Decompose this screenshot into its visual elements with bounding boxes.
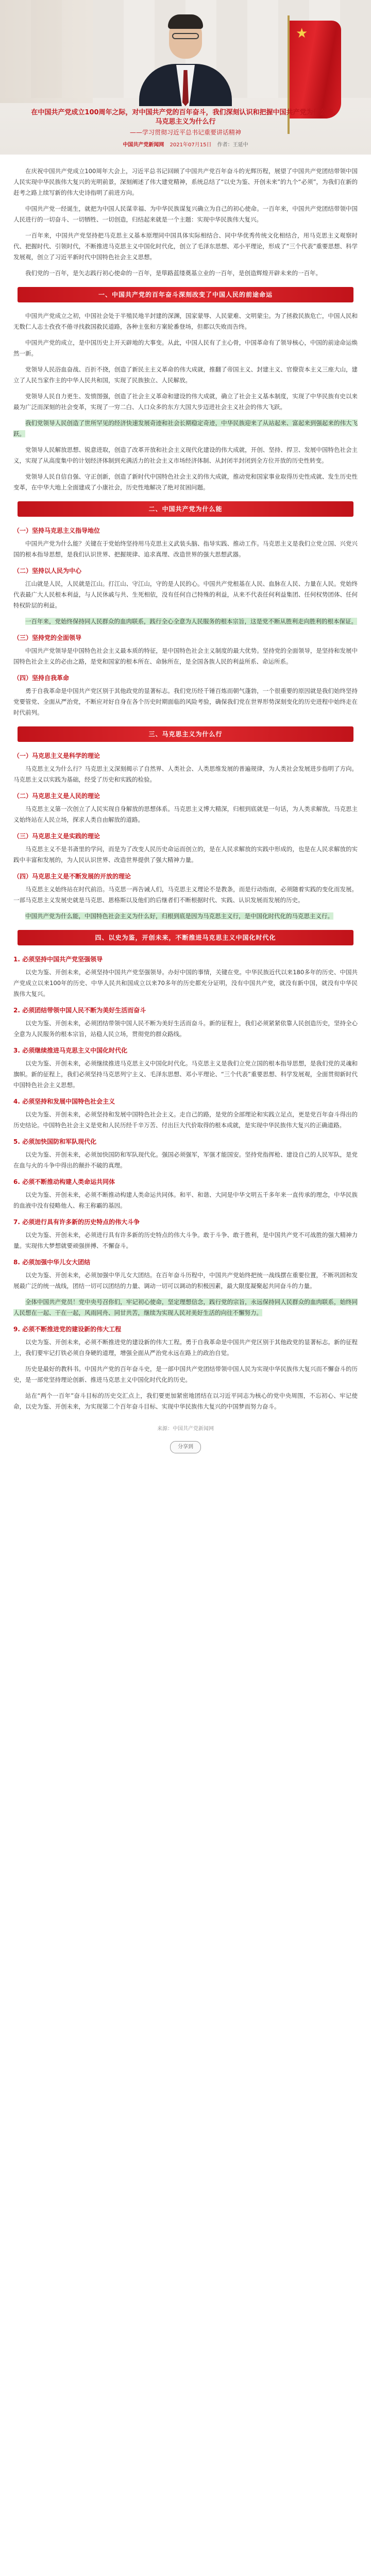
section4-paragraph: 以史为鉴、开创未来，必须团结带领中国人民不断为美好生活而奋斗。新的征程上，我们必须紧紧依靠人民创造历史，坚持全心全意为人民服务的根本宗旨，站稳人民立场，贯彻党的群众路线。 — [13, 1020, 358, 1038]
section3-paragraph: 马克思主义不是书斋里的学问，而是为了改变人民历史命运而创立的，是在人民求解放的实践中形成的，也是在人民求解放的实践中丰富和发展的，为人民认识世界、改造世界提供了强大精神力量。 — [13, 845, 358, 863]
section4-highlight — [13, 1297, 358, 1318]
article-body — [0, 155, 371, 1453]
section-banner: 一、中国共产党的百年奋斗深刻改变了中国人民的前途命运 — [18, 287, 353, 302]
subsection-heading: 1. 必须坚持中国共产党坚强领导 — [13, 956, 103, 963]
section1-paragraph: 党领导人民浴血奋战、百折不挠，创造了新民主主义革命的伟大成就，推翻了帝国主义、封建主义、官僚资本主义三座大山，建立了人民当家作主的中华人民共和国，实现了民族独立、人民解放。 — [13, 366, 358, 384]
highlighted-text: 一百年来，党始终保持同人民群众的血肉联系，践行全心全意为人民服务的根本宗旨，这是党不断从胜利走向胜利的根本保证。 — [25, 618, 357, 625]
section-banner: 四、以史为鉴，开创未来，不断推进马克思主义中国化时代化 — [18, 930, 353, 945]
section1-paragraph: 中国共产党的成立，是中国历史上开天辟地的大事变。从此，中国人民有了主心骨，中国革命有了领导核心，中国的前途命运焕然一新。 — [13, 339, 358, 357]
portrait-glasses — [172, 33, 199, 39]
subsection-heading: （二）坚持以人民为中心 — [13, 567, 82, 574]
subsection-heading: （一）马克思主义是科学的理论 — [13, 752, 100, 759]
section1-paragraph: 党领导人民解放思想、锐意进取，创造了改革开放和社会主义现代化建设的伟大成就，开创、坚持、捍卫、发展中国特色社会主义，实现了从高度集中的计划经济体制到充满活力的社会主义市场经济体制、从封闭半封闭到全方位开放的历史性转变。 — [13, 446, 358, 464]
intro-paragraph: 中国共产党一经诞生，就把为中国人民谋幸福、为中华民族谋复兴确立为自己的初心使命。一百年来，中国共产党团结带领中国人民进行的一切奋斗、一切牺牲、一切创造，归结起来就是一个主题：实现中华民族伟大复兴。 — [13, 205, 358, 223]
source-name: 中国共产党新闻网 — [123, 142, 164, 148]
section2-paragraph: 勇于自我革命是中国共产党区别于其他政党的显著标志。我们党历经千锤百炼而朝气蓬勃，一个很重要的原因就是我们始终坚持党要管党、全面从严治党，不断应对好自身在各个历史时期面临的风险考验，确保我们党在世界形势深刻变化的历史进程中始终走在时代前列。 — [13, 687, 358, 716]
author-label: 作者：王延中 — [217, 142, 248, 148]
subsection-heading: （三）马克思主义是实践的理论 — [13, 833, 100, 840]
share-button[interactable]: 分享到 — [170, 1441, 201, 1453]
section-banner: 二、中国共产党为什么能 — [18, 501, 353, 517]
subsection-heading: 5. 必须加快国防和军队现代化 — [13, 1138, 97, 1145]
subsection-heading: （一）坚持马克思主义指导地位 — [13, 527, 100, 534]
section4-paragraph: 以史为鉴、开创未来，必须加强中华儿女大团结。在百年奋斗历程中，中国共产党始终把统一战线摆在重要位置，不断巩固和发展最广泛的统一战线，团结一切可以团结的力量、调动一切可以调动的积极因素，最大限度凝聚起共同奋斗的力量。 — [13, 1272, 358, 1290]
intro-paragraph: 一百年来，中国共产党坚持把马克思主义基本原理同中国具体实际相结合、同中华优秀传统文化相结合，用马克思主义观察时代、把握时代、引领时代，不断推进马克思主义中国化时代化，创立了毛泽东思想、邓小平理论，形成了“三个代表”重要思想、科学发展观，创立了习近平新时代中国特色社会主义思想。 — [13, 232, 358, 261]
publish-date: 2021年07月15日 — [170, 142, 212, 148]
section4-paragraph: 以史为鉴、开创未来，必须继续推进马克思主义中国化时代化。马克思主义是我们立党立国的根本指导思想，是我们党的灵魂和旗帜。新的征程上，我们必须坚持马克思列宁主义、毛泽东思想、邓小平理论、“三个代表”重要思想、科学发展观，全面贯彻新时代中国特色社会主义思想。 — [13, 1060, 358, 1089]
subsection-heading: 4. 必须坚持和发展中国特色社会主义 — [13, 1098, 115, 1105]
section4-paragraph: 以史为鉴、开创未来，必须不断推进党的建设新的伟大工程。勇于自我革命是中国共产党区别于其他政党的显著标志。新的征程上，我们要牢记打铁必须自身硬的道理，增强全面从严治党永远在路上的政治自觉。 — [13, 1338, 358, 1357]
section-banner: 三、马克思主义为什么行 — [18, 726, 353, 742]
highlighted-text: 全体中国共产党员！党中央号召你们，牢记初心使命，坚定理想信念，践行党的宗旨，永远保持同人民群众的血肉联系，始终同人民想在一起、干在一起，风雨同舟、同甘共苦，继续为实现人民对美好生活的向往不懈努力。 — [13, 1298, 358, 1316]
subsection-heading: 3. 必须继续推进马克思主义中国化时代化 — [13, 1047, 128, 1054]
highlighted-text: 中国共产党为什么能，中国特色社会主义为什么好，归根到底是因为马克思主义行，是中国化时代化的马克思主义行。 — [25, 912, 333, 920]
section4-paragraph: 以史为鉴、开创未来，必须加快国防和军队现代化。强国必须强军，军强才能国安。坚持党指挥枪、建设自己的人民军队，是党在血与火的斗争中得出的颠扑不破的真理。 — [13, 1151, 358, 1169]
subsection-heading: 6. 必须不断推动构建人类命运共同体 — [13, 1178, 115, 1185]
article-footer — [13, 1417, 358, 1453]
bookshelf-decoration — [0, 0, 93, 103]
intro-paragraph: 在庆祝中国共产党成立100周年大会上，习近平总书记回顾了中国共产党百年奋斗的光辉历程，展望了中国共产党团结带领中国人民实现中华民族伟大复兴的光明前景，深刻阐述了伟大建党精神，系统总结了“以史为鉴、开创未来”的九个“必须”，为我们在新的赶考之路上续写新的伟大史诗指明了前进方向。 — [13, 167, 358, 196]
section1-highlight — [13, 418, 358, 439]
section1-paragraph: 党领导人民自信自强、守正创新，创造了新时代中国特色社会主义的伟大成就，推动党和国家事业取得历史性成就、发生历史性变革，在中华大地上全面建成了小康社会，历史性地解决了绝对贫困问题。 — [13, 473, 358, 491]
subsection-heading: 2. 必须团结带领中国人民不断为美好生活而奋斗 — [13, 1007, 146, 1014]
article-title: 在中国共产党成立100周年之际，对中国共产党的百年奋斗，我们深刻认识和把握中国共产党为什么能、马克思主义为什么行 — [31, 109, 340, 126]
section4-paragraph: 以史为鉴、开创未来，必须坚持和发展中国特色社会主义。走自己的路，是党的全部理论和实践立足点，更是党百年奋斗得出的历史结论。中国特色社会主义是党和人民历经千辛万苦、付出巨大代价取得的根本成就，是实现中华民族伟大复兴的正确道路。 — [13, 1111, 358, 1129]
section4-paragraph: 以史为鉴、开创未来，必须不断推动构建人类命运共同体。和平、和谐、大同是中华文明五千多年来一直传承的理念，中华民族的血液中没有侵略他人、称王称霸的基因。 — [13, 1191, 358, 1209]
closing-paragraph: 站在“两个一百年”奋斗目标的历史交汇点上，我们要更加紧密地团结在以习近平同志为核心的党中央周围，不忘初心、牢记使命，以史为鉴、开创未来，为实现第二个百年奋斗目标、实现中华民族伟大复兴的中国梦而努力奋斗。 — [13, 1392, 358, 1410]
subsection-heading: （四）马克思主义是不断发展的开放的理论 — [13, 873, 131, 880]
section3-highlight — [13, 911, 358, 922]
star-icon: ★ — [296, 26, 308, 41]
section2-highlight — [13, 616, 358, 627]
subsection-heading: 9. 必须不断推进党的建设新的伟大工程 — [13, 1326, 122, 1333]
section3-paragraph: 马克思主义第一次创立了人民实现自身解放的思想体系。马克思主义博大精深，归根到底就是一句话，为人类求解放。马克思主义始终站在人民立场，探求人类自由解放的道路。 — [13, 805, 358, 823]
section1-paragraph: 中国共产党成立之初，中国社会处于半殖民地半封建的深渊，国家蒙辱、人民蒙难、文明蒙尘。为了拯救民族危亡，中国人民和无数仁人志士孜孜不倦寻找救国救民道路，各种主张和方案轮番登场，但都以失败而告终。 — [13, 312, 358, 330]
subsection-heading: （四）坚持自我革命 — [13, 674, 70, 682]
subsection-heading: （二）马克思主义是人民的理论 — [13, 792, 100, 800]
intro-paragraph: 我们党的一百年，是矢志践行初心使命的一百年，是筚路蓝缕奠基立业的一百年，是创造辉煌开辟未来的一百年。 — [25, 269, 322, 277]
hero-header — [0, 0, 371, 155]
speaker-portrait — [139, 14, 232, 106]
source-note: 来源：中国共产党新闻网 — [157, 1426, 214, 1432]
section3-paragraph: 马克思主义为什么行？马克思主义深刻揭示了自然界、人类社会、人类思维发展的普遍规律，为人类社会发展进步指明了方向。马克思主义以实践为基础，经受了历史和实践的检验。 — [13, 765, 358, 783]
subsection-heading: 8. 必须加强中华儿女大团结 — [13, 1259, 91, 1266]
section2-paragraph: 江山就是人民，人民就是江山。打江山、守江山，守的是人民的心。中国共产党根基在人民、血脉在人民、力量在人民。党始终代表最广大人民根本利益，与人民休戚与共、生死相依，没有任何自己特殊的利益，从来不代表任何利益集团、任何权势团体、任何特权阶层的利益。 — [13, 580, 358, 609]
section3-paragraph: 马克思主义始终站在时代前沿。马克思一再告诫人们，马克思主义理论不是教条，而是行动指南，必须随着实践的变化而发展。一部马克思主义发展史就是马克思、恩格斯以及他们的后继者们不断根据时代、实践、认识发展而发展的历史。 — [13, 886, 358, 904]
section2-paragraph: 中国共产党为什么能？关键在于党始终坚持用马克思主义武装头脑、指导实践、推动工作。马克思主义是我们立党立国、兴党兴国的根本指导思想，是我们认识世界、把握规律、追求真理、改造世界的强大思想武器。 — [13, 540, 358, 558]
subsection-heading: 7. 必须进行具有许多新的历史特点的伟大斗争 — [13, 1218, 140, 1226]
section4-paragraph: 以史为鉴、开创未来，必须坚持中国共产党坚强领导。办好中国的事情，关键在党。中华民族近代以来180多年的历史、中国共产党成立以来100年的历史、中华人民共和国成立以来70多年的历史都充分证明，没有中国共产党，就没有新中国，就没有中华民族伟大复兴。 — [13, 969, 358, 997]
closing-paragraph: 历史是最好的教科书。中国共产党的百年奋斗史，是一部中国共产党团结带领中国人民为实现中华民族伟大复兴而不懈奋斗的历史，是一部党坚持理论创新、推进马克思主义中国化时代化的历史。 — [13, 1365, 358, 1383]
section4-paragraph: 以史为鉴、开创未来，必须进行具有许多新的历史特点的伟大斗争。敢于斗争、敢于胜利，是中国共产党不可战胜的强大精神力量。实现伟大梦想就要顽强拼搏、不懈奋斗。 — [13, 1231, 358, 1249]
highlighted-text: 我们党领导人民创造了世所罕见的经济快速发展奇迹和社会长期稳定奇迹，中华民族迎来了从站起来、富起来到强起来的伟大飞跃。 — [13, 419, 358, 437]
byline — [0, 141, 371, 149]
subsection-heading: （三）坚持党的全面领导 — [13, 634, 82, 641]
hero-caption — [0, 108, 371, 149]
section2-paragraph: 中国共产党领导是中国特色社会主义最本质的特征，是中国特色社会主义制度的最大优势。坚持党的全面领导，是坚持和发展中国特色社会主义的必由之路，是党和国家的根本所在、命脉所在，是全国各族人民的利益所系、命运所系。 — [13, 647, 358, 665]
article-subtitle: ——学习贯彻习近平总书记重要讲话精神 — [129, 129, 241, 136]
section1-paragraph: 党领导人民自力更生、发愤图强，创造了社会主义革命和建设的伟大成就，确立了社会主义基本制度，实现了中华民族有史以来最为广泛而深刻的社会变革，实现了一穷二白、人口众多的东方大国大步迈进社会主义社会的伟大飞跃。 — [13, 393, 358, 411]
portrait-hair — [168, 14, 203, 29]
